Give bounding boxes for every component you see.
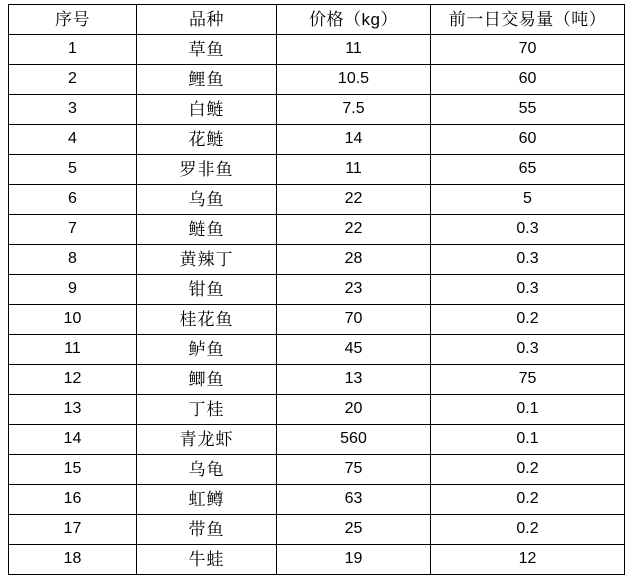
cell-variety: 花鲢 <box>137 125 277 155</box>
table-row <box>9 545 625 575</box>
table-row <box>9 275 625 305</box>
cell-volume: 0.2 <box>431 455 625 485</box>
cell-volume: 65 <box>431 155 625 185</box>
cell-price: 25 <box>277 515 431 545</box>
table-body <box>9 35 625 575</box>
cell-index: 13 <box>9 395 137 425</box>
cell-variety: 乌龟 <box>137 455 277 485</box>
cell-price: 75 <box>277 455 431 485</box>
cell-price: 10.5 <box>277 65 431 95</box>
cell-price: 23 <box>277 275 431 305</box>
cell-price: 20 <box>277 395 431 425</box>
cell-index: 4 <box>9 125 137 155</box>
table-header <box>9 5 625 35</box>
cell-volume: 0.3 <box>431 275 625 305</box>
cell-price: 22 <box>277 215 431 245</box>
cell-variety: 罗非鱼 <box>137 155 277 185</box>
table-row <box>9 155 625 185</box>
cell-index: 10 <box>9 305 137 335</box>
cell-index: 14 <box>9 425 137 455</box>
cell-index: 7 <box>9 215 137 245</box>
cell-price: 28 <box>277 245 431 275</box>
cell-price: 70 <box>277 305 431 335</box>
cell-variety: 黄辣丁 <box>137 245 277 275</box>
cell-volume: 0.2 <box>431 485 625 515</box>
cell-volume: 75 <box>431 365 625 395</box>
table-row <box>9 125 625 155</box>
cell-variety: 带鱼 <box>137 515 277 545</box>
table-row <box>9 515 625 545</box>
cell-volume: 5 <box>431 185 625 215</box>
cell-variety: 鲢鱼 <box>137 215 277 245</box>
cell-variety: 白鲢 <box>137 95 277 125</box>
column-header-variety: 品种 <box>137 5 277 35</box>
cell-index: 18 <box>9 545 137 575</box>
cell-variety: 牛蛙 <box>137 545 277 575</box>
cell-variety: 虹鳟 <box>137 485 277 515</box>
table-row <box>9 425 625 455</box>
column-header-index: 序号 <box>9 5 137 35</box>
cell-price: 7.5 <box>277 95 431 125</box>
table-row <box>9 35 625 65</box>
cell-index: 1 <box>9 35 137 65</box>
cell-volume: 55 <box>431 95 625 125</box>
cell-price: 45 <box>277 335 431 365</box>
document-page <box>0 4 640 569</box>
cell-index: 17 <box>9 515 137 545</box>
cell-volume: 0.3 <box>431 245 625 275</box>
cell-index: 16 <box>9 485 137 515</box>
cell-price: 19 <box>277 545 431 575</box>
cell-index: 8 <box>9 245 137 275</box>
cell-variety: 乌鱼 <box>137 185 277 215</box>
cell-index: 3 <box>9 95 137 125</box>
table-row <box>9 395 625 425</box>
cell-volume: 0.3 <box>431 335 625 365</box>
table-row <box>9 485 625 515</box>
cell-index: 15 <box>9 455 137 485</box>
cell-index: 6 <box>9 185 137 215</box>
cell-price: 22 <box>277 185 431 215</box>
table-row <box>9 185 625 215</box>
cell-volume: 0.2 <box>431 305 625 335</box>
table-row <box>9 95 625 125</box>
column-header-volume: 前一日交易量（吨） <box>431 5 625 35</box>
cell-volume: 0.1 <box>431 395 625 425</box>
cell-index: 5 <box>9 155 137 185</box>
cell-index: 11 <box>9 335 137 365</box>
cell-variety: 鲤鱼 <box>137 65 277 95</box>
cell-price: 560 <box>277 425 431 455</box>
table-row <box>9 335 625 365</box>
table-row <box>9 305 625 335</box>
column-header-price: 价格（kg） <box>277 5 431 35</box>
cell-variety: 丁桂 <box>137 395 277 425</box>
cell-volume: 0.2 <box>431 515 625 545</box>
cell-index: 9 <box>9 275 137 305</box>
table-row <box>9 65 625 95</box>
table-row <box>9 215 625 245</box>
table-header-row <box>9 5 625 35</box>
fish-price-table <box>8 4 625 575</box>
cell-variety: 桂花鱼 <box>137 305 277 335</box>
table-row <box>9 245 625 275</box>
table-row <box>9 455 625 485</box>
cell-volume: 60 <box>431 125 625 155</box>
cell-volume: 60 <box>431 65 625 95</box>
cell-volume: 12 <box>431 545 625 575</box>
cell-volume: 0.3 <box>431 215 625 245</box>
cell-price: 11 <box>277 35 431 65</box>
cell-variety: 钳鱼 <box>137 275 277 305</box>
cell-price: 14 <box>277 125 431 155</box>
cell-variety: 鲫鱼 <box>137 365 277 395</box>
cell-variety: 鲈鱼 <box>137 335 277 365</box>
cell-price: 63 <box>277 485 431 515</box>
cell-price: 11 <box>277 155 431 185</box>
cell-index: 12 <box>9 365 137 395</box>
table-row <box>9 365 625 395</box>
cell-variety: 草鱼 <box>137 35 277 65</box>
cell-index: 2 <box>9 65 137 95</box>
cell-volume: 70 <box>431 35 625 65</box>
cell-volume: 0.1 <box>431 425 625 455</box>
cell-variety: 青龙虾 <box>137 425 277 455</box>
cell-price: 13 <box>277 365 431 395</box>
